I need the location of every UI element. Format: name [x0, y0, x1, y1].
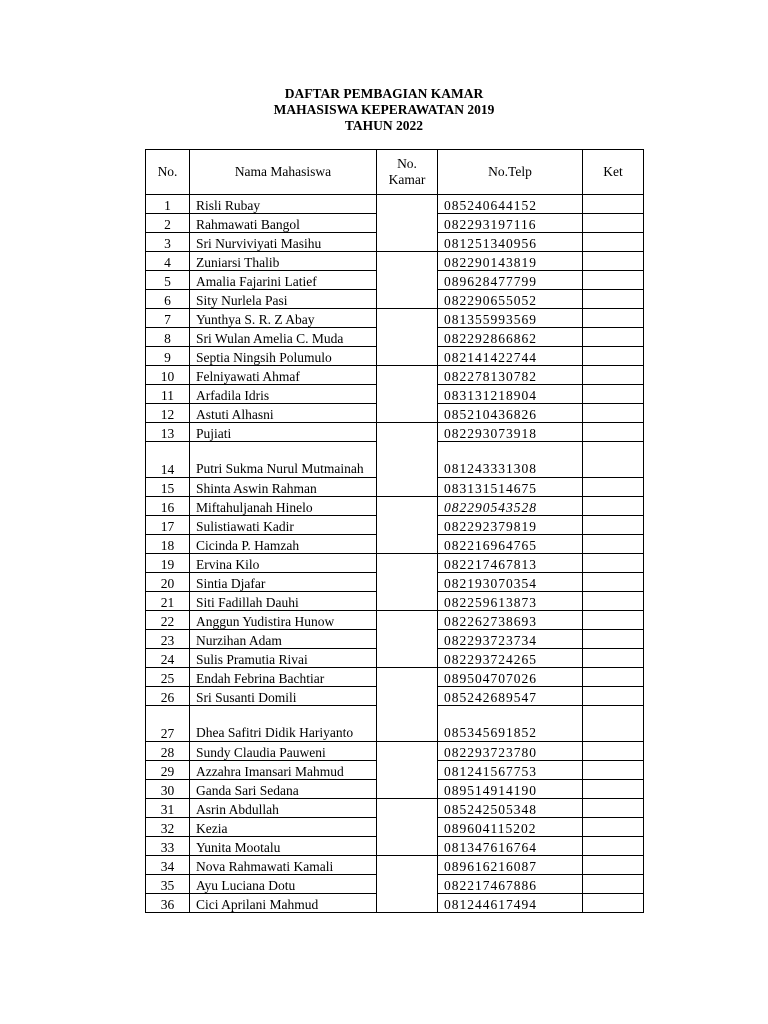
- row-number: 5: [146, 271, 190, 290]
- remarks-cell: [583, 516, 644, 535]
- remarks-cell: [583, 630, 644, 649]
- row-number: 7: [146, 309, 190, 328]
- table-row: [146, 497, 644, 516]
- row-number: 28: [146, 742, 190, 761]
- student-name: Pujiati: [190, 423, 377, 442]
- student-name: Ayu Luciana Dotu: [190, 875, 377, 894]
- phone-number: 082262738693: [438, 611, 583, 630]
- phone-number: 081241567753: [438, 761, 583, 780]
- student-name: Felniyawati Ahmaf: [190, 366, 377, 385]
- phone-number: 082217467886: [438, 875, 583, 894]
- student-name: Sintia Djafar: [190, 573, 377, 592]
- table-row: [146, 742, 644, 761]
- table-row: [146, 309, 644, 328]
- student-name: Yunita Mootalu: [190, 837, 377, 856]
- row-number: 26: [146, 687, 190, 706]
- row-number: 32: [146, 818, 190, 837]
- remarks-cell: [583, 611, 644, 630]
- phone-number: 082193070354: [438, 573, 583, 592]
- remarks-cell: [583, 423, 644, 442]
- remarks-cell: [583, 573, 644, 592]
- student-name: Nurzihan Adam: [190, 630, 377, 649]
- remarks-cell: [583, 252, 644, 271]
- room-cell: [377, 366, 438, 423]
- row-number: 30: [146, 780, 190, 799]
- phone-number: 082259613873: [438, 592, 583, 611]
- phone-number: 082278130782: [438, 366, 583, 385]
- table-row: [146, 799, 644, 818]
- phone-number: 089628477799: [438, 271, 583, 290]
- student-name: Ervina Kilo: [190, 554, 377, 573]
- phone-number: 089604115202: [438, 818, 583, 837]
- student-name: Putri Sukma Nurul Mutmainah: [190, 442, 377, 478]
- student-name: Risli Rubay: [190, 195, 377, 214]
- remarks-cell: [583, 818, 644, 837]
- title-line-3: TAHUN 2022: [344, 118, 424, 133]
- phone-number: 089514914190: [438, 780, 583, 799]
- remarks-cell: [583, 271, 644, 290]
- student-name: Cicinda P. Hamzah: [190, 535, 377, 554]
- student-name: Siti Fadillah Dauhi: [190, 592, 377, 611]
- row-number: 16: [146, 497, 190, 516]
- remarks-cell: [583, 799, 644, 818]
- remarks-cell: [583, 875, 644, 894]
- student-name: Sundy Claudia Pauweni: [190, 742, 377, 761]
- remarks-cell: [583, 668, 644, 687]
- title-line-2: MAHASISWA KEPERAWATAN 2019: [273, 102, 495, 117]
- room-cell: [377, 856, 438, 913]
- phone-number: 083131514675: [438, 478, 583, 497]
- phone-number: 082290543528: [438, 497, 583, 516]
- student-name: Zuniarsi Thalib: [190, 252, 377, 271]
- remarks-cell: [583, 706, 644, 742]
- remarks-cell: [583, 592, 644, 611]
- phone-number: 082293723780: [438, 742, 583, 761]
- table-row: [146, 423, 644, 442]
- table-row: [146, 554, 644, 573]
- column-header-telp: No.Telp: [438, 150, 583, 195]
- column-header-ket: Ket: [583, 150, 644, 195]
- row-number: 13: [146, 423, 190, 442]
- row-number: 1: [146, 195, 190, 214]
- student-name: Sity Nurlela Pasi: [190, 290, 377, 309]
- student-name: Septia Ningsih Polumulo: [190, 347, 377, 366]
- remarks-cell: [583, 195, 644, 214]
- phone-number: 082217467813: [438, 554, 583, 573]
- table-header-row: [146, 150, 644, 195]
- table-row: [146, 668, 644, 687]
- room-cell: [377, 554, 438, 611]
- row-number: 4: [146, 252, 190, 271]
- student-name: Anggun Yudistira Hunow: [190, 611, 377, 630]
- phone-number: 082141422744: [438, 347, 583, 366]
- row-number: 36: [146, 894, 190, 913]
- room-cell: [377, 497, 438, 554]
- row-number: 33: [146, 837, 190, 856]
- student-name: Astuti Alhasni: [190, 404, 377, 423]
- phone-number: 081355993569: [438, 309, 583, 328]
- phone-number: 082290143819: [438, 252, 583, 271]
- column-header-no: No.: [146, 150, 190, 195]
- remarks-cell: [583, 497, 644, 516]
- remarks-cell: [583, 554, 644, 573]
- student-name: Asrin Abdullah: [190, 799, 377, 818]
- row-number: 20: [146, 573, 190, 592]
- remarks-cell: [583, 233, 644, 252]
- table-row: [146, 366, 644, 385]
- student-name: Yunthya S. R. Z Abay: [190, 309, 377, 328]
- row-number: 19: [146, 554, 190, 573]
- student-name: Rahmawati Bangol: [190, 214, 377, 233]
- phone-number: 085242505348: [438, 799, 583, 818]
- remarks-cell: [583, 328, 644, 347]
- row-number: 31: [146, 799, 190, 818]
- table-row: [146, 611, 644, 630]
- row-number: 14: [146, 442, 190, 478]
- remarks-cell: [583, 309, 644, 328]
- student-name: Sri Wulan Amelia C. Muda: [190, 328, 377, 347]
- phone-number: 082216964765: [438, 535, 583, 554]
- room-cell: [377, 742, 438, 799]
- room-cell: [377, 309, 438, 366]
- phone-number: 082293073918: [438, 423, 583, 442]
- room-cell: [377, 668, 438, 742]
- row-number: 8: [146, 328, 190, 347]
- row-number: 35: [146, 875, 190, 894]
- column-header-nama: Nama Mahasiswa: [190, 150, 377, 195]
- remarks-cell: [583, 649, 644, 668]
- phone-number: 085345691852: [438, 706, 583, 742]
- document-title: [0, 86, 768, 134]
- student-name: Cici Aprilani Mahmud: [190, 894, 377, 913]
- row-number: 25: [146, 668, 190, 687]
- student-name: Dhea Safitri Didik Hariyanto: [190, 706, 377, 742]
- student-name: Arfadila Idris: [190, 385, 377, 404]
- remarks-cell: [583, 894, 644, 913]
- remarks-cell: [583, 856, 644, 875]
- row-number: 27: [146, 706, 190, 742]
- table-row: [146, 195, 644, 214]
- student-name: Sri Nurviviyati Masihu: [190, 233, 377, 252]
- remarks-cell: [583, 742, 644, 761]
- phone-number: 081347616764: [438, 837, 583, 856]
- phone-number: 081244617494: [438, 894, 583, 913]
- remarks-cell: [583, 478, 644, 497]
- student-name: Sri Susanti Domili: [190, 687, 377, 706]
- column-header-kamar: No. Kamar: [377, 150, 438, 195]
- remarks-cell: [583, 385, 644, 404]
- phone-number: 081251340956: [438, 233, 583, 252]
- row-number: 24: [146, 649, 190, 668]
- remarks-cell: [583, 780, 644, 799]
- row-number: 18: [146, 535, 190, 554]
- remarks-cell: [583, 290, 644, 309]
- phone-number: 085210436826: [438, 404, 583, 423]
- row-number: 6: [146, 290, 190, 309]
- row-number: 17: [146, 516, 190, 535]
- student-name: Sulis Pramutia Rivai: [190, 649, 377, 668]
- phone-number: 082290655052: [438, 290, 583, 309]
- phone-number: 082293197116: [438, 214, 583, 233]
- remarks-cell: [583, 442, 644, 478]
- remarks-cell: [583, 687, 644, 706]
- row-number: 9: [146, 347, 190, 366]
- phone-number: 082292379819: [438, 516, 583, 535]
- row-number: 34: [146, 856, 190, 875]
- row-number: 2: [146, 214, 190, 233]
- room-assignment-table: [145, 149, 644, 913]
- row-number: 15: [146, 478, 190, 497]
- remarks-cell: [583, 837, 644, 856]
- phone-number: 089616216087: [438, 856, 583, 875]
- student-name: Ganda Sari Sedana: [190, 780, 377, 799]
- phone-number: 082293723734: [438, 630, 583, 649]
- student-name: Kezia: [190, 818, 377, 837]
- remarks-cell: [583, 761, 644, 780]
- row-number: 10: [146, 366, 190, 385]
- table-row: [146, 252, 644, 271]
- remarks-cell: [583, 404, 644, 423]
- table-row: [146, 856, 644, 875]
- remarks-cell: [583, 366, 644, 385]
- student-name: Sulistiawati Kadir: [190, 516, 377, 535]
- remarks-cell: [583, 347, 644, 366]
- room-cell: [377, 423, 438, 497]
- phone-number: 085240644152: [438, 195, 583, 214]
- room-cell: [377, 611, 438, 668]
- title-line-1: DAFTAR PEMBAGIAN KAMAR: [284, 86, 484, 101]
- phone-number: 082292866862: [438, 328, 583, 347]
- room-cell: [377, 252, 438, 309]
- row-number: 12: [146, 404, 190, 423]
- table-body: [146, 195, 644, 913]
- row-number: 29: [146, 761, 190, 780]
- phone-number: 083131218904: [438, 385, 583, 404]
- phone-number: 082293724265: [438, 649, 583, 668]
- remarks-cell: [583, 535, 644, 554]
- student-name: Shinta Aswin Rahman: [190, 478, 377, 497]
- row-number: 23: [146, 630, 190, 649]
- row-number: 21: [146, 592, 190, 611]
- student-name: Azzahra Imansari Mahmud: [190, 761, 377, 780]
- student-name: Amalia Fajarini Latief: [190, 271, 377, 290]
- row-number: 3: [146, 233, 190, 252]
- remarks-cell: [583, 214, 644, 233]
- room-cell: [377, 195, 438, 252]
- row-number: 22: [146, 611, 190, 630]
- row-number: 11: [146, 385, 190, 404]
- phone-number: 089504707026: [438, 668, 583, 687]
- phone-number: 081243331308: [438, 442, 583, 478]
- student-name: Nova Rahmawati Kamali: [190, 856, 377, 875]
- student-name: Endah Febrina Bachtiar: [190, 668, 377, 687]
- room-cell: [377, 799, 438, 856]
- student-name: Miftahuljanah Hinelo: [190, 497, 377, 516]
- phone-number: 085242689547: [438, 687, 583, 706]
